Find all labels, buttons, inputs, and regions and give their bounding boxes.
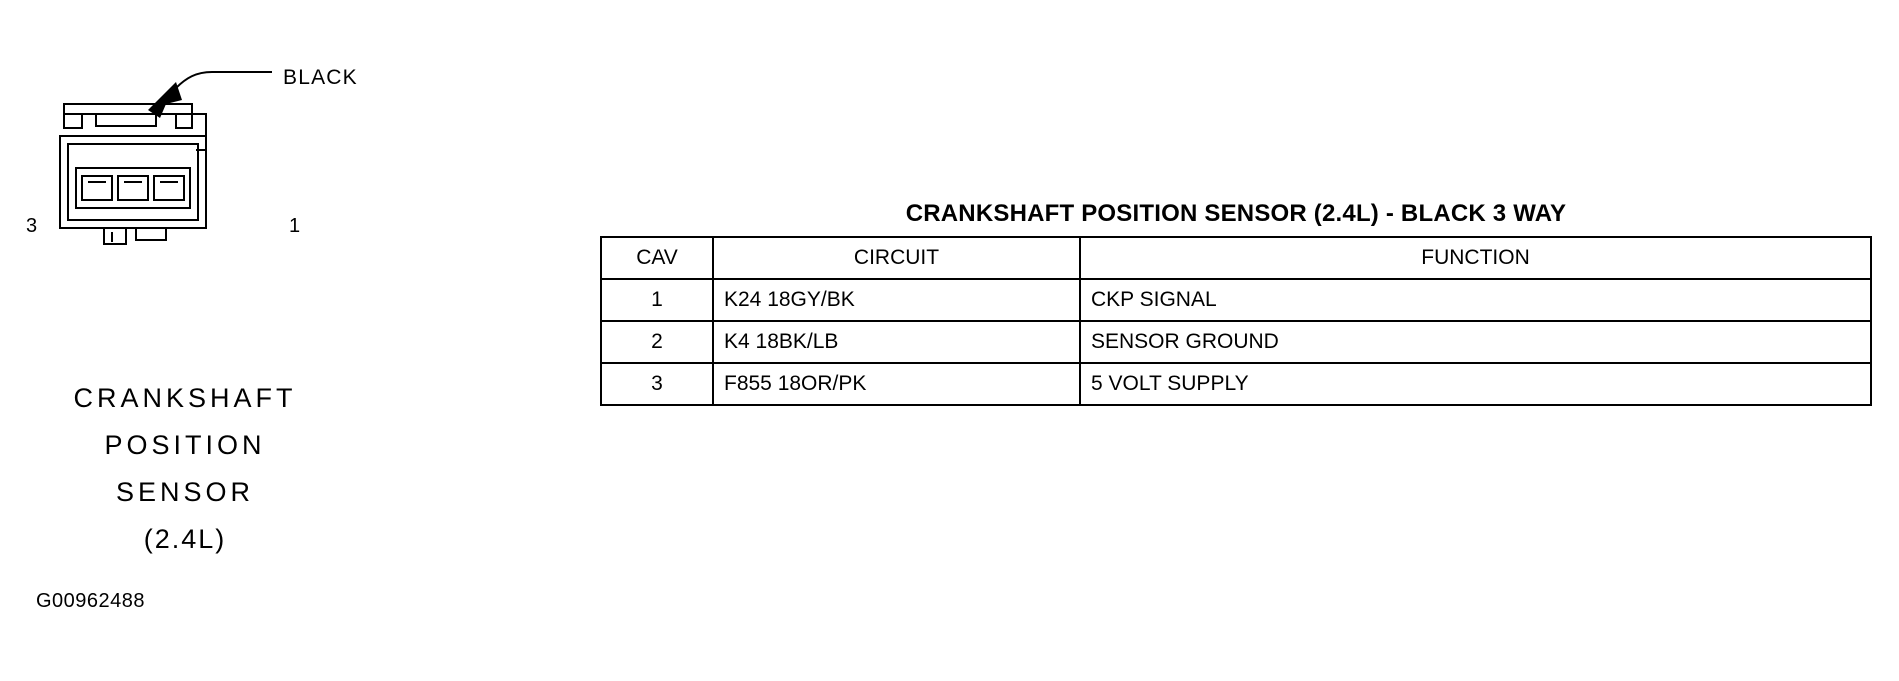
cell-function: SENSOR GROUND bbox=[1080, 321, 1871, 363]
figure-caption-line-1: CRANKSHAFT bbox=[73, 383, 297, 413]
figure-id: G00962488 bbox=[36, 590, 146, 612]
connector-pinout-block bbox=[600, 200, 1872, 406]
cell-function: 5 VOLT SUPPLY bbox=[1080, 363, 1871, 405]
table-row bbox=[601, 279, 1871, 321]
table-row bbox=[601, 363, 1871, 405]
cell-circuit: K24 18GY/BK bbox=[713, 279, 1080, 321]
cell-cav: 3 bbox=[601, 363, 713, 405]
column-header-function: FUNCTION bbox=[1080, 237, 1871, 279]
figure-caption-line-4: (2.4L) bbox=[143, 524, 227, 554]
figure-caption bbox=[10, 375, 360, 563]
cell-cav: 2 bbox=[601, 321, 713, 363]
cell-function: CKP SIGNAL bbox=[1080, 279, 1871, 321]
figure-caption-line-3: SENSOR bbox=[115, 477, 255, 507]
figure-caption-line-2: POSITION bbox=[104, 430, 266, 460]
pin-number-1: 1 bbox=[289, 215, 301, 237]
connector-color-callout: BLACK bbox=[283, 66, 358, 89]
connector-illustration bbox=[0, 0, 420, 640]
table-title: CRANKSHAFT POSITION SENSOR (2.4L) - BLACK 3 WAY bbox=[905, 200, 1567, 227]
cell-circuit: K4 18BK/LB bbox=[713, 321, 1080, 363]
cell-cav: 1 bbox=[601, 279, 713, 321]
pin-number-3: 3 bbox=[26, 215, 38, 237]
table-row bbox=[601, 321, 1871, 363]
column-header-circuit: CIRCUIT bbox=[713, 237, 1080, 279]
pinout-table bbox=[600, 236, 1872, 406]
table-header-row bbox=[601, 237, 1871, 279]
column-header-cav: CAV bbox=[601, 237, 713, 279]
cell-circuit: F855 18OR/PK bbox=[713, 363, 1080, 405]
